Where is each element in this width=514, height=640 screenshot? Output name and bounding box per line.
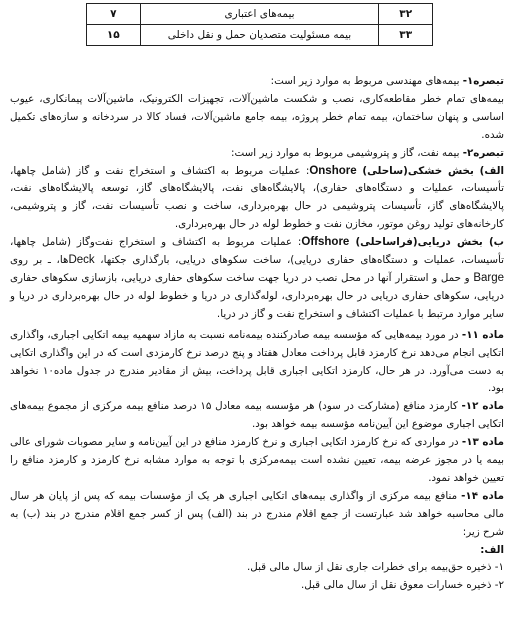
row-number: ۳۳: [379, 25, 433, 46]
note-1-text: بیمه‌های تمام خطر مقاطعه‌کاری، نصب و شکست ماشین‌آلات، تجهیزات الکترونیک، ماشین‌آلات پیمانکاری، عیوب اساسی و پنهان ساختمان، بیمه تمام خطر پروژه، بیمه جامع ماشین‌آلات، فساد کالا در سردخانه و سازه‌های تکمیل شده.: [10, 92, 504, 141]
part-b-barge-term: Barge: [473, 271, 504, 284]
article-12: [10, 398, 504, 434]
row-value: ۱۵: [87, 25, 141, 46]
row-number: ۳۲: [379, 4, 433, 25]
clause-alef-item: ۲- ذخیره خسارات معوق نقل از سال مالی قبل.: [301, 579, 504, 592]
note-2-label: تبصره۲-: [462, 146, 504, 159]
part-a-label: الف) بخش خشکی(ساحلی): [356, 164, 505, 177]
note-1-label: تبصره۱-: [462, 75, 504, 87]
part-b-latin-term: Offshore: [301, 236, 350, 249]
article-11-label: ماده ۱۱-: [461, 328, 504, 341]
row-title: بیمه‌های اعتباری: [140, 4, 379, 25]
table-row: [87, 25, 433, 46]
part-b-deck-term: Deck: [68, 254, 95, 267]
table-row: [87, 4, 433, 25]
row-title: بیمه مسئولیت متصدیان حمل و نقل داخلی: [140, 25, 379, 46]
note-1-intro-text: بیمه‌های مهندسی مربوط به موارد زیر است:: [270, 75, 463, 87]
note-1-intro: [10, 73, 504, 91]
part-b-text-2: ها، ـ بر روی: [10, 254, 69, 267]
part-a-text: : عملیات مربوط به اکتشاف و استخراج نفت و گاز (شامل چاهها، تأسیسات، عملیات و دستگاه‌های حفاری)، پالایشگاه‌های نفت، پالایشگاه‌های گاز، توسعه پالایشگاه‌های نفت، پالایشگاه‌های گاز، تأسیسات پتروشیمی در حال بهره‌برداری، ساخت و نصب تأسیسات نفت، گاز و پتروشیمی، کارخانه‌های تولید روغن موتور، مخازن نفت و خطوط لوله در حال بهره‌برداری.: [10, 164, 504, 231]
clause-alef-heading: الف:: [480, 543, 504, 556]
article-12-text: کارمزد منافع (مشارکت در سود) هر مؤسسه بیمه معادل ۱۵ درصد منافع بیمه مرکزی از مجموع بیمه‌های اتکایی اجباری موضوع این آیین‌نامه مؤسسه بیمه خواهد بود.: [10, 400, 504, 431]
part-a-latin-term: Onshore: [309, 164, 357, 177]
rates-table-body: [87, 4, 433, 46]
part-b-text-3: و حمل و استقرار آنها در محل نصب در دریا جهت ساخت سکوهای حفاری دریایی، بازسازی سکوهای حفاری دریایی، سکوهای حفاری دریایی در حال بهره‌برداری، لوله‌گذاری در دریا و خطوط لوله در حال بهره‌برداری در دریا و سایر موارد مرتبط با عملیات اکتشاف و استخراج نفت و گاز در دریا.: [10, 271, 504, 320]
article-14-label: ماده ۱۴-: [461, 489, 504, 502]
part-a-paragraph: [10, 163, 504, 235]
article-13: [10, 434, 504, 488]
part-b-paragraph: [10, 234, 504, 324]
article-13-text: در مواردی که نرخ کارمزد اتکایی اجباری و نرخ کارمزد منافع در این آیین‌نامه و سایر مصوبات شورای عالی بیمه یا در مجوز عرضه بیمه، تعیین نشده است بیمه‌مرکزی با توجه به موارد مشابه نرخ کارمزد و کارمزد منافع را تعیین خواهد نمود.: [10, 436, 504, 484]
clause-alef-item: ۱- ذخیره حق‌بیمه برای خطرات جاری نقل از سال مالی قبل.: [247, 561, 504, 574]
article-12-label: ماده ۱۲-: [461, 400, 504, 413]
part-b-label: ب) بخش دریایی(فراساحلی): [349, 236, 504, 249]
rates-table: [86, 3, 433, 46]
article-13-label: ماده ۱۳-: [461, 436, 504, 449]
part-b-text-1: : عملیات مربوط به اکتشاف و استخراج نفت‌وگاز (شامل چاهها، تأسیسات، عملیات و دستگاه‌های حفاری دریایی)، ساخت سکوهای دریایی، بارگذاری جکتها،: [10, 236, 504, 267]
article-11-text: در مورد بیمه‌هایی که مؤسسه بیمه صادرکننده بیمه‌نامه نسبت به مازاد سهمیه بیمه اتکایی اجباری، واگذاری اتکایی انجام می‌دهد نرخ کارمزد قابل پرداخت معادل هفتاد و پنج درصد نرخ کارمزدی است که در این واگذاری اتکایی به دست می‌آورد. در هر حال، کارمزد اتکایی اجباری قابل پرداخت، بیش از مقادیر مندرج در جدول ماده۱۰ نخواهد بود.: [10, 328, 504, 395]
row-value: ۷: [87, 4, 141, 25]
note-2-intro-text: بیمه نفت، گاز و پتروشیمی مربوط به موارد زیر است:: [231, 146, 463, 159]
article-11: [10, 327, 504, 399]
note-2-intro: [10, 145, 504, 163]
article-14-text: منافع بیمه مرکزی از واگذاری بیمه‌های اتکایی اجباری هر یک از مؤسسات بیمه که پس از پایان هر سال مالی محاسبه خواهد شد عبارتست از جمع اقلام مندرج در بند (الف) پس از کسر جمع اقلام مندرج در بند (ب) به شرح زیر:: [10, 489, 504, 538]
document-body: [10, 73, 504, 595]
article-14: [10, 488, 504, 542]
